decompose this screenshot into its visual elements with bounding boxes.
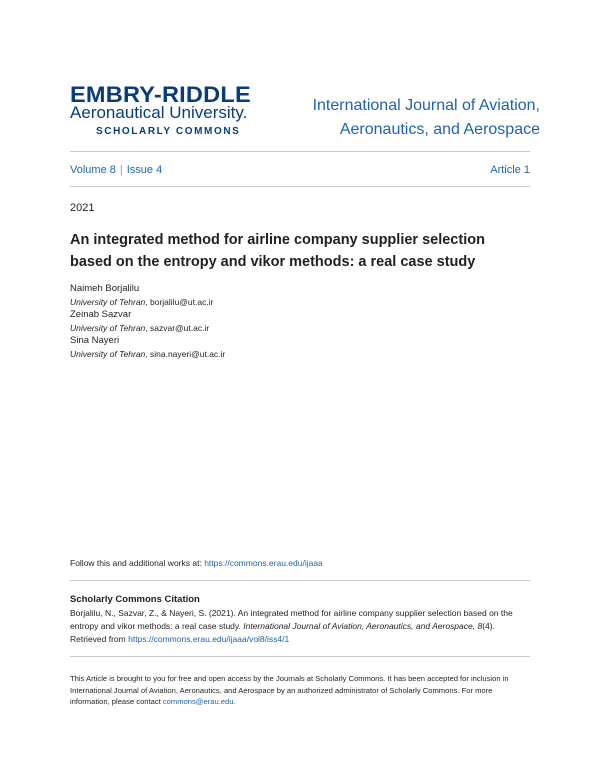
author-affiliation [70, 296, 213, 308]
follow-text: Follow this and additional works at: [70, 558, 205, 568]
access-notice [70, 673, 532, 708]
citation-issue: (4). Retrieved from [70, 621, 495, 644]
citation-text [70, 607, 532, 646]
divider [70, 151, 530, 152]
divider [70, 580, 530, 581]
notice-end: . [233, 697, 236, 706]
author-email: , borjalilu@ut.ac.ir [145, 297, 214, 307]
paper-title [70, 229, 540, 273]
follow-link[interactable]: https://commons.erau.edu/ijaaa [204, 558, 323, 568]
author-affiliation [70, 322, 209, 334]
divider [70, 656, 530, 657]
author-name: Naimeh Borjalilu [70, 283, 140, 294]
author-name: Sina Nayeri [70, 335, 120, 346]
paper-title-line2: based on the entropy and vikor methods: a real case study [70, 254, 476, 270]
logo-wordmark: EMBRY-RIDDLE [70, 82, 251, 107]
institution: University of Tehran [70, 349, 146, 359]
follow-line [70, 558, 323, 568]
issue-link[interactable]: Issue 4 [126, 164, 163, 176]
author-email: , sazvar@ut.ac.ir [145, 323, 210, 333]
breadcrumb-separator: | [119, 164, 123, 176]
journal-title[interactable] [300, 94, 540, 142]
author-affiliation [70, 348, 225, 360]
citation-heading: Scholarly Commons Citation [70, 594, 200, 605]
author-name: Zeinab Sazvar [70, 309, 132, 320]
issue-breadcrumb [70, 164, 162, 176]
citation-journal: International Journal of Aviation, Aeronautics, and Aerospace, 8 [243, 621, 483, 631]
author-email: , sina.nayeri@ut.ac.ir [145, 349, 226, 359]
institution: University of Tehran [70, 297, 146, 307]
paper-title-line1: An integrated method for airline company supplier selection [70, 232, 485, 248]
logo-scholarly-commons: SCHOLARLY COMMONS [96, 126, 241, 137]
volume-link[interactable]: Volume 8 [70, 164, 116, 176]
citation-link[interactable]: https://commons.erau.edu/ijaaa/vol8/iss4/1 [128, 634, 290, 644]
article-link[interactable]: Article 1 [490, 164, 530, 176]
divider [70, 186, 530, 187]
logo-subtitle: Aeronautical University. [70, 103, 248, 122]
journal-title-line2[interactable]: Aeronautics, and Aerospace [339, 121, 540, 138]
citation-body: Borjalilu, N., Sazvar, Z., & Nayeri, S. (2021). An integrated method for airline company supplier selection based on the entropy and vikor methods: a real case study. [70, 608, 513, 631]
notice-text: This Article is brought to you for free and open access by the Journals at Scholarly Commons. It has been accepted for inclusion in International Journal of Aviation, Aeronautics, and Aerospace by an authorized administrator of Scholarly Commons. For more information, please contact [70, 674, 509, 706]
institution: University of Tehran [70, 323, 146, 333]
contact-email-link[interactable]: commons@erau.edu [162, 697, 234, 706]
publication-year: 2021 [70, 202, 95, 214]
journal-title-line1[interactable]: International Journal of Aviation, [312, 97, 540, 114]
